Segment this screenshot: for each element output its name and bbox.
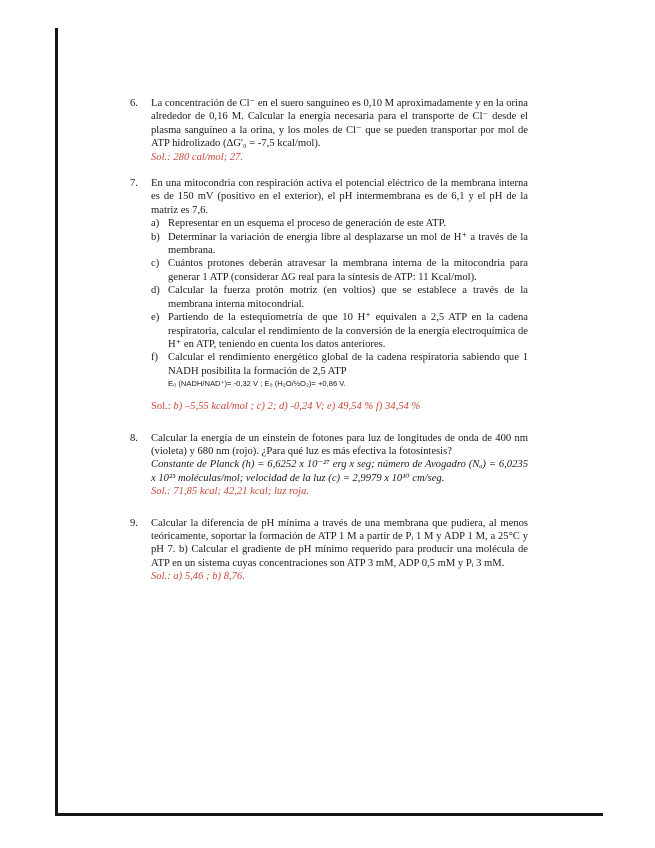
redox-potentials: E₀ (NADH/NAD⁺)= -0,32 V ; E₀ (H₂O/½O₂)= +0,86 V. (168, 379, 346, 389)
subquestion-label: f) (151, 352, 159, 364)
question-number: 8. (130, 432, 138, 444)
question-text: Calcular la energía de un einstein de fotones para luz de longitudes de onda de 400 nm (violeta) y 680 nm (rojo). ¿Para qué luz es más efectiva la fotosíntesis? (151, 432, 528, 457)
page-bottom-border (55, 813, 603, 816)
subquestion-a (151, 217, 528, 230)
subquestion-text: Cuántos protones deberán atravesar la membrana interna de la mitocondria para generar 1 ATP (considerar ΔG real para la síntesis de ATP: 11 Kcal/mol). (168, 258, 528, 283)
physical-constants: Constante de Planck (h) = 6,6252 x 10⁻²⁷ erg x seg; número de Avogadro (Nₐ) = 6,0235 x 10²³ moléculas/mol; velocidad de la luz (c) = 2,9979 x 10¹⁰ cm/seg. (151, 459, 528, 484)
subquestion-label: a) (151, 218, 160, 230)
subquestion-text: Calcular el rendimiento energético global de la cadena respiratoria sabiendo que 1 NADH posibilita la formación de 2,5 ATP (168, 352, 528, 377)
subquestion-label: c) (151, 258, 160, 270)
subquestion-label: b) (151, 231, 160, 243)
subquestion-label: d) (151, 285, 160, 297)
solution-prefix: Sol.: (151, 401, 171, 413)
subquestion-text: Determinar la variación de energía libre al desplazarse un mol de H⁺ a través de la membrana. (168, 231, 528, 257)
solution: Sol.: 71,85 kcal; 42,21 kcal; luz roja. (151, 486, 309, 498)
subquestion-label: e) (151, 312, 160, 324)
subquestion-text: Partiendo de la estequiometría de que 10 H⁺ equivalen a 2,5 ATP en la cadena respiratoria, calcular el rendimiento de la conversión de la energía electroquímica de H⁺ en ATP, teniendo en cuenta los datos anteriores. (168, 312, 528, 350)
question-number: 6. (130, 98, 138, 109)
question-number: 9. (130, 517, 138, 529)
question-9 (130, 517, 528, 584)
question-number: 7. (130, 178, 138, 190)
page-left-border (55, 28, 58, 816)
solution-values: b) –5,55 kcal/mol ; c) 2; d) -0,24 V; e) 49,54 % f) 34,54 % (173, 401, 421, 413)
subquestion-c (151, 257, 528, 284)
subquestion-d (151, 284, 528, 311)
subquestion-list (151, 217, 528, 389)
solution (151, 400, 528, 413)
question-6 (130, 97, 528, 164)
question-text: La concentración de Cl⁻ en el suero sanguíneo es 0,10 M aproximadamente y en la orina alrededor de 0,16 M. Calcular la energía necesaria para el transporte de Cl⁻ desde el plasma sanguíneo a la orina, y los moles de Cl⁻ que se pueden transportar por mol de ATP hidrolizado (ΔG'₀ = -7,5 kcal/mol). (151, 98, 528, 150)
subquestion-text: Representar en un esquema el proceso de generación de este ATP. (168, 218, 446, 230)
solution: Sol.: 280 cal/mol; 27. (151, 151, 244, 163)
question-7 (130, 177, 528, 414)
subquestion-e (151, 311, 528, 351)
subquestion-b (151, 231, 528, 258)
question-text: Calcular la diferencia de pH mínima a través de una membrana que pudiera, al menos teóricamente, soportar la formación de ATP 1 M a partir de Pᵢ 1 M y ADP 1 M, a 25°C y pH 7. b) Calcular el gradiente de pH mínimo requerido para producir una molécula de ATP en un sistema cuyas concentraciones son ATP 3 mM, ADP 0,5 mM y Pᵢ 3 mM. (151, 517, 528, 569)
question-8 (130, 432, 528, 499)
exercise-list (130, 97, 528, 584)
subquestion-f (151, 351, 528, 389)
subquestion-text: Calcular la fuerza protón motriz (en voltios) que se establece a través de la membrana interna mitocondrial. (168, 285, 528, 310)
question-text: En una mitocondria con respiración activa el potencial eléctrico de la membrana interna es de 150 mV (positivo en el exterior), el pH intermembrana es de 6,1 y el pH de la matriz es 7,6. (151, 178, 528, 216)
solution: Sol.: a) 5,46 ; b) 8,76. (151, 571, 245, 583)
